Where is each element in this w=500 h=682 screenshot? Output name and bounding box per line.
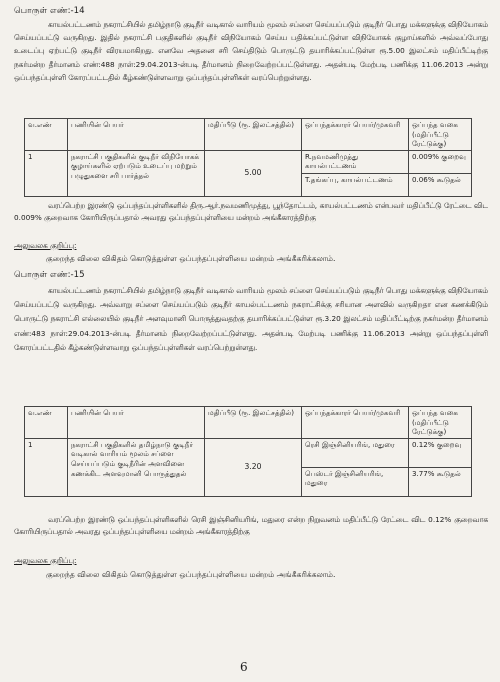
header-work: பணியின் பெயர் [68, 119, 205, 151]
table-row [25, 438, 472, 467]
item-14-paragraph: காயல்பட்டணம் நகராட்சியில் தமிழ்நாடு குடிநீர் வடிகால் வாரியம் மூலம் சப்ளை செய்யப்படும் குடிநீர் பொது மக்களுக்கு விநியோகம் செய்யப்பட்டு வருகிறது. இதில் நகராட்சி பகுதிகளில் குடிநீர் விநியோகம் செய்ய பதிக்கப்பட்டுள்ள விநியோகக் குழாய்களில் அவ்வப்போது உடைப்பு ஏற்பட்டு குடிநீர் விரயமாகிறது. எனவே அதனை சரி செய்திடும் பொருட்டு தயாரிக்கப்பட்டுள்ள ரூ.5.00 இலட்சம் மதிப்பீட்டிற்கு நகர்மன்ற தீர்மானம் எண்:488 நாள்:29.04.2013-ன்படி தீர்மானம் நிறைவேற்றப்பட்டுள்ளது. அதன்படி மேற்படி பணிக்கு 11.06.2013 அன்று ஒப்பந்தப்புள்ளி கோரப்பட்டதில் கீழ்கண்டுள்ளவாறு ஒப்பந்தப்புள்ளிகள் வரப்பெற்றுள்ளது. [14, 20, 488, 82]
header-contractor: ஒப்பந்தக்காரர் பெயர்/முகவரி [302, 119, 409, 151]
table-header-row [25, 119, 472, 151]
cell-rate: 0.009% குறைவு [409, 150, 472, 173]
header-rate: ஒப்பந்த வகை (மதிப்பீட்டு ரேட்டுக்கு) [409, 407, 472, 439]
item-15-bids-table [24, 406, 472, 497]
item-14-after-text: வரப்பெற்ற இரண்டு ஒப்பந்தப்புள்ளிகளில் திரு.ஆர்.நவமணிமுத்து, பூந்தோட்டம், காயல்பட்டணம் என்பவர் மதிப்பீட்டு ரேட்டை விட 0.009% குறைவாக கோரியிருப்பதால் அவரது ஒப்பந்தப்புள்ளியை மன்றம் அங்கீகாரத்திற்கு [14, 201, 488, 222]
item-14-title: பொருள் எண்:-14 [14, 6, 85, 16]
table-row [25, 150, 472, 173]
item-15-decision: குறைந்த விலை விகிதம் கொடுத்துள்ள ஒப்பந்தப்புள்ளியை மன்றம் அங்கீகரிக்கலாம். [46, 570, 336, 579]
cell-sno: 1 [25, 150, 68, 196]
item-15-after-text: வரப்பெற்ற இரண்டு ஒப்பந்தப்புள்ளிகளில் ரெசி இஞ்சினியரிங், மதுரை என்ற நிறுவனம் மதிப்பீட்டு ரேட்டை விட 0.12% குறைவாக கோரியிருப்பதால் அவரது ஒப்பந்தப்புள்ளியை மன்றம் அங்கீகாரத்திற்கு [14, 515, 488, 536]
header-sno: வ.எண் [25, 407, 68, 439]
header-rate: ஒப்பந்த வகை (மதிப்பீட்டு ரேட்டுக்கு) [409, 119, 472, 151]
cell-work: நகராட்சி பகுதிகளில் தமிழ்நாடு குடிநீர் வடிகால் வாரியம் மூலம் சப்ளை செய்யப்படும் குடிநீரின் அளவினை கணக்கிட அளவுமானி பொருத்துதல் [68, 438, 205, 496]
header-estimate: மதிப்பீடு (ரூ. இலட்சத்தில்) [205, 407, 302, 439]
header-sno: வ.எண் [25, 119, 68, 151]
item-15-office-note-label: அலுவலக குறிப்பு: [14, 556, 77, 565]
cell-estimate: 5.00 [205, 150, 302, 196]
cell-contractor: T.தங்கப்பு, காயல்பட்டணம் [302, 173, 409, 196]
cell-contractor: பெஸ்டர் இஞ்சினியரிங், மதுரை [302, 467, 409, 496]
item-14-decision: குறைந்த விலை விகிதம் கொடுத்துள்ள ஒப்பந்தப்புள்ளியை மன்றம் அங்கீகரிக்கலாம். [46, 254, 336, 263]
item-15-title: பொருள் எண்:-15 [14, 270, 85, 280]
page-number: 6 [240, 660, 248, 674]
cell-rate: 3.77% கூடுதல் [409, 467, 472, 496]
cell-contractor: R.நவமணிமுத்து காயல்பட்டணம் [302, 150, 409, 173]
item-15-paragraph: காயல்பட்டணம் நகராட்சியில் தமிழ்நாடு குடிநீர் வடிகால் வாரியம் மூலம் சப்ளை செய்யப்படும் குடிநீர் பொது மக்களுக்கு விநியோகம் செய்யப்பட்டு வருகிறது. அவ்வாறு சப்ளை செய்யப்படும் குடிநீர் காயல்பட்டணம் நகராட்சிக்கு சரியான அளவில் வருகிறதா என கணக்கிடும் பொருட்டு நகராட்சி எல்லையில் குடிநீர் அளவுமானி பொருத்துவதற்கு தயாரிக்கப்பட்டுள்ள ரூ.3.20 இலட்சம் மதிப்பீட்டிற்கு நகர்மன்ற தீர்மானம் எண்:483 நாள்:29.04.2013-ன்படி தீர்மானம் நிறைவேற்றப்பட்டுள்ளது. அதன்படி மேற்படி பணிக்கு 11.06.2013 அன்று ஒப்பந்தப்புள்ளி கோரப்பட்டதில் கீழ்கண்டுள்ளவாறு ஒப்பந்தப்புள்ளிகள் வரப்பெற்றுள்ளது. [14, 286, 488, 352]
item-14-bids-table [24, 118, 472, 197]
cell-sno: 1 [25, 438, 68, 496]
header-work: பணியின் பெயர் [68, 407, 205, 439]
cell-estimate: 3.20 [205, 438, 302, 496]
header-estimate: மதிப்பீடு (ரூ. இலட்சத்தில்) [205, 119, 302, 151]
table-header-row [25, 407, 472, 439]
cell-work: நகராட்சி பகுதிகளில் குடிநீர் விநியோகக் குழாய்களில் ஏற்படும் உடைப்பு மற்றும் பழுதுகளை சரி பார்த்தல் [68, 150, 205, 196]
cell-contractor: ரெசி இஞ்சினியரிங், மதுரை [302, 438, 409, 467]
cell-rate: 0.06% கூடுதல் [409, 173, 472, 196]
item-14-office-note-label: அலுவலக குறிப்பு: [14, 241, 77, 250]
cell-rate: 0.12% குறைவு [409, 438, 472, 467]
header-contractor: ஒப்பந்தக்காரர் பெயர்/முகவரி [302, 407, 409, 439]
